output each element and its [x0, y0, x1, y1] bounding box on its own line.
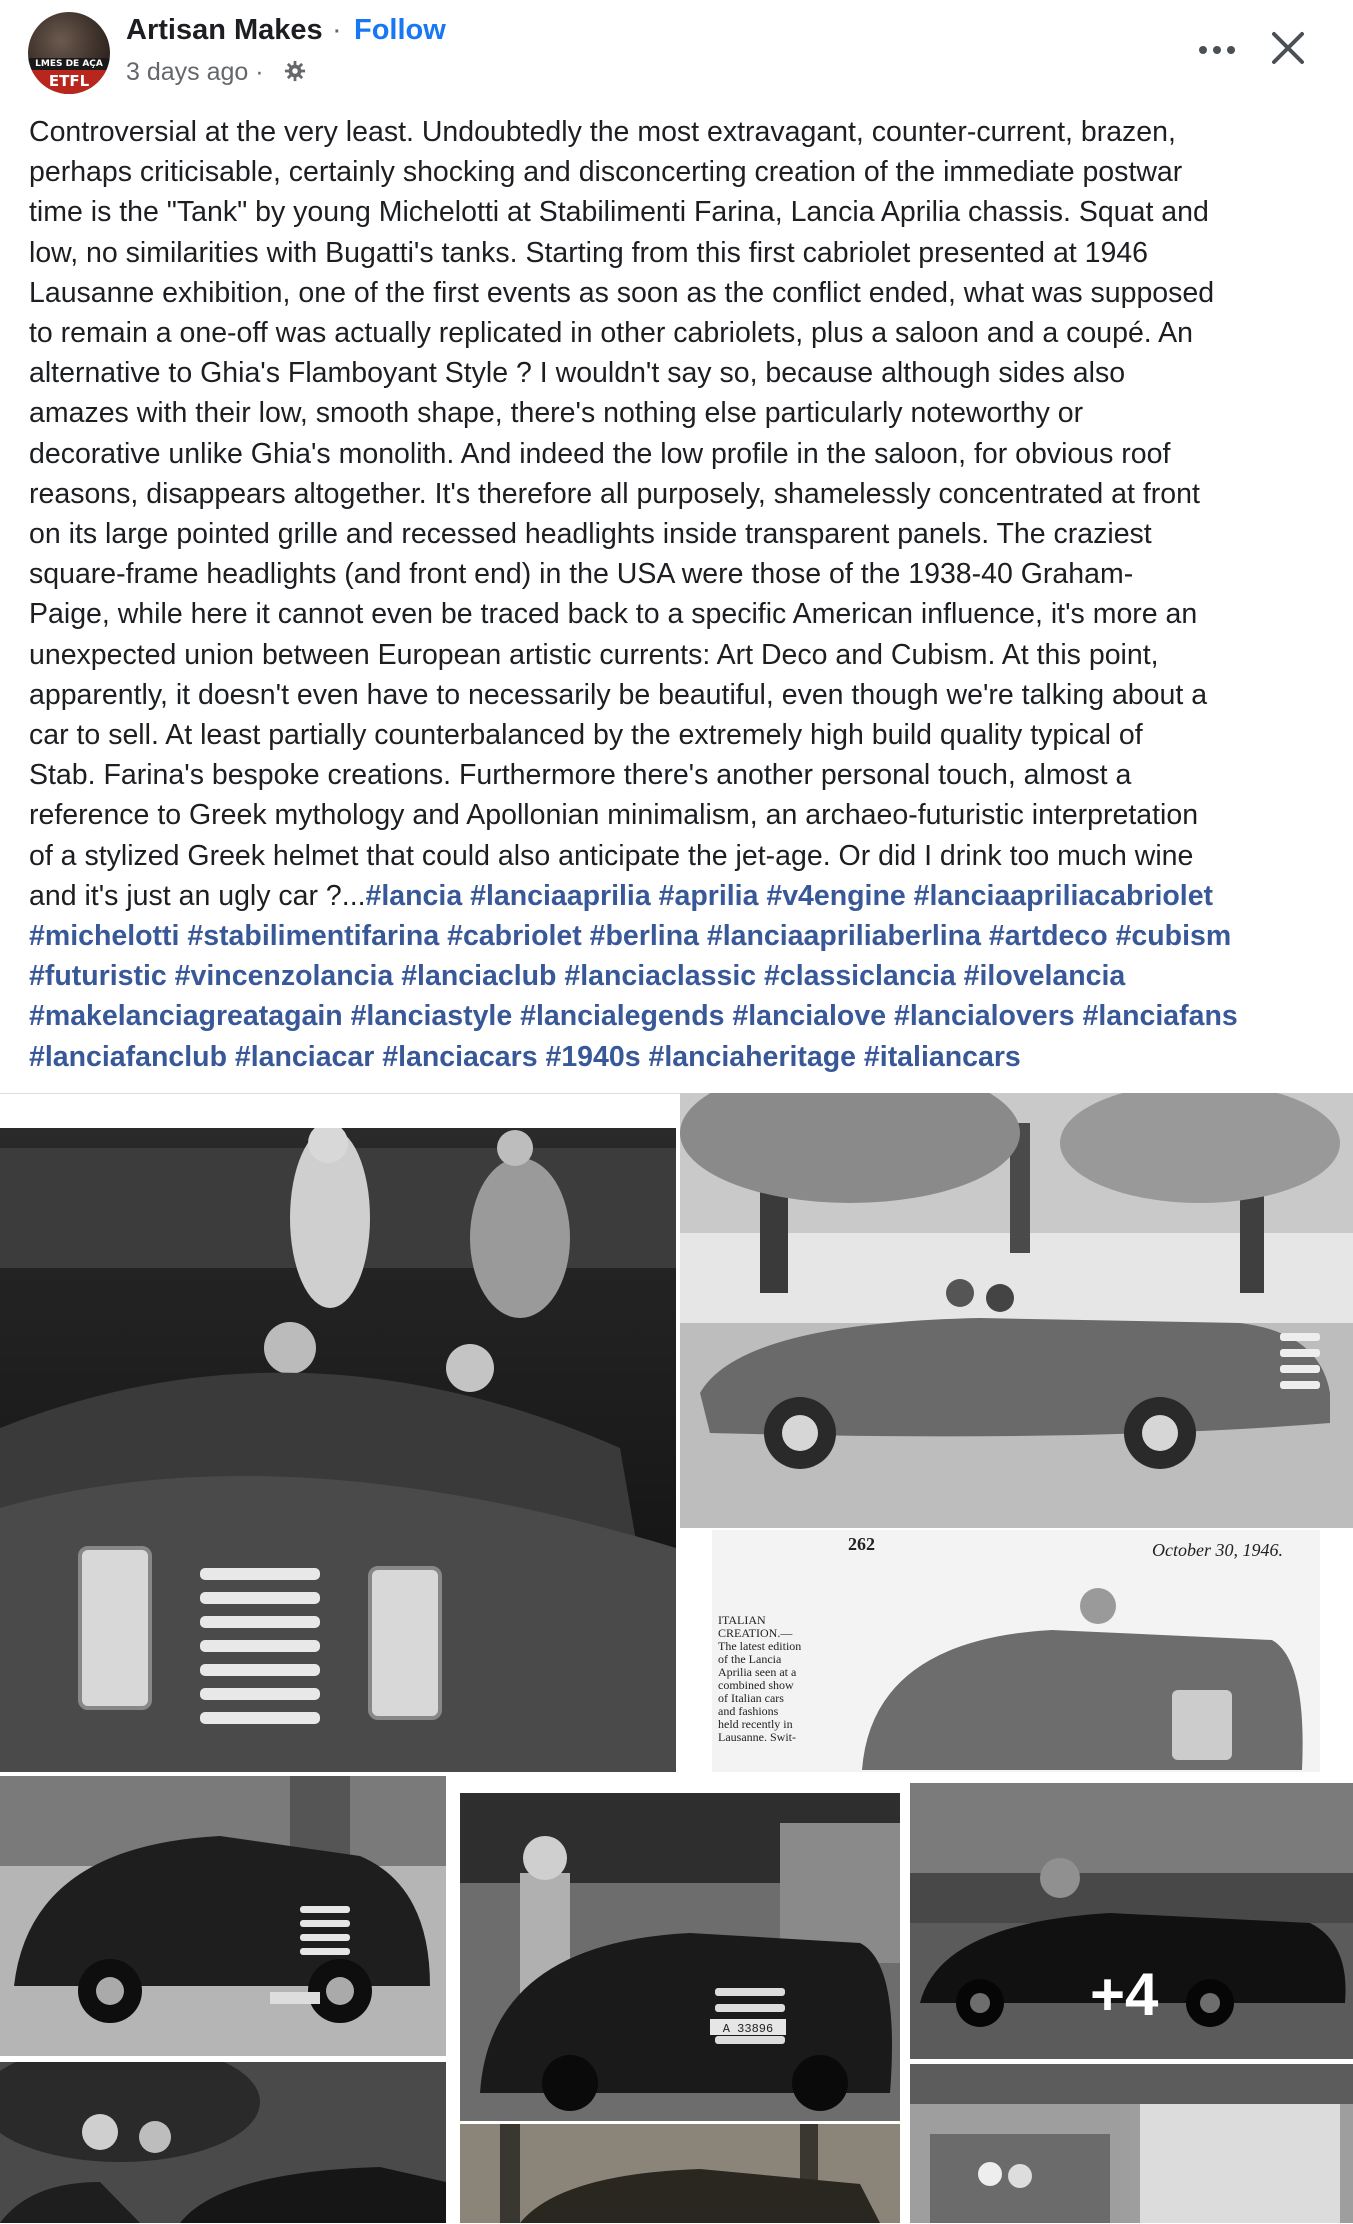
gallery-photo-3[interactable] [712, 1530, 1320, 1772]
gallery-photo-5[interactable] [460, 1793, 900, 2121]
gallery-photo-4[interactable] [0, 1776, 446, 2056]
close-icon[interactable] [1264, 24, 1312, 72]
gear-icon [284, 60, 306, 82]
more-photos-count[interactable]: +4 [1090, 1961, 1159, 2028]
news-date: October 30, 1946. [1152, 1540, 1283, 1560]
avatar-text-top: LMES DE AÇA [28, 58, 110, 70]
gallery-photo-7[interactable] [0, 2062, 446, 2223]
gallery-photo-8[interactable] [460, 2124, 900, 2223]
gallery-photo-1[interactable] [0, 1128, 676, 1772]
author-name[interactable]: Artisan Makes [126, 14, 323, 46]
license-plate: A 33896 [722, 2022, 774, 2036]
hashtag-links[interactable]: #lancia #lanciaaprilia #aprilia #v4engine #lanciaapriliacabriolet #michelotti #stabilimentifarina #cabriolet #berlina #lanciaapriliaberlina #artdeco #cubism #futuristic #vincenzolancia #lanciaclub #lanciaclassic #classiclancia #ilovelancia #makelanciagreatagain #lanciastyle #lancialegends #lancialove #lancialovers #lanciafans #lanciafanclub #lanciacar #lanciacars #1940s #lanciaheritage #italiancars [29, 879, 1238, 1073]
more-options-button[interactable] [1195, 28, 1239, 68]
gallery-photo-2[interactable] [680, 1093, 1353, 1528]
news-caption: ITALIAN CREATION.— The latest edition of the Lancia Aprilia seen at a combined show of Italian cars and fashions held recently in Lausanne. Swit- [718, 1613, 802, 1744]
avatar-text-bottom: ETFL [28, 70, 110, 94]
follow-button[interactable]: Follow [354, 14, 446, 46]
ellipsis-dot [1213, 46, 1221, 54]
gallery-photo-9[interactable] [910, 2064, 1353, 2223]
post-header [0, 0, 1353, 100]
ellipsis-icon [1199, 46, 1207, 54]
separator: · [332, 14, 342, 46]
avatar[interactable] [28, 12, 110, 94]
post-body [29, 112, 1331, 1077]
ellipsis-dot [1227, 46, 1235, 54]
news-car-illustration [852, 1570, 1312, 1772]
post-timestamp[interactable]: 3 days ago · [126, 58, 264, 86]
news-page-number: 262 [848, 1534, 875, 1554]
post-body-text: Controversial at the very least. Undoubtedly the most extravagant, counter-current, brazen, perhaps criticisable, certainly shocking and disconcerting creation of the immediate postwar time is the "Tank" by young Michelotti at Stabilimenti Farina, Lancia Aprilia chassis. Squat and low, no similarities with Bugatti's tanks. Starting from this first cabriolet presented at 1946 Lausanne exhibition, one of the first events as soon as the conflict ended, what was supposed to remain a one-off was actually replicated in other cabriolets, plus a saloon and a coupé. An alternative to Ghia's Flamboyant Style ? I wouldn't say so, because although sides also amazes with their low, smooth shape, there's nothing else particularly noteworthy or decorative unlike Ghia's monolith. And indeed the low profile in the saloon, for obvious roof reasons, disappears altogether. It's therefore all purposely, shamelessly concentrated at front on its large pointed grille and recessed headlights inside transparent panels. The craziest square-frame headlights (and front end) in the USA were those of the 1938-40 Graham- Paige, while here it cannot even be traced back to a specific American influence, it's more an unexpected union between European artistic currents: Art Deco and Cubism. At this point, apparently, it doesn't even have to necessarily be beautiful, even though we're talking about a car to sell. At least partially counterbalanced by the extremely high build quality typical of Stab. Farina's bespoke creations. Furthermore there's another personal touch, almost a reference to Greek mythology and Apollonian minimalism, an archaeo-futuristic interpretation of a stylized Greek helmet that could also anticipate the jet-age. Or did I drink too much wine and it's just an ugly car ?... [29, 116, 1215, 912]
